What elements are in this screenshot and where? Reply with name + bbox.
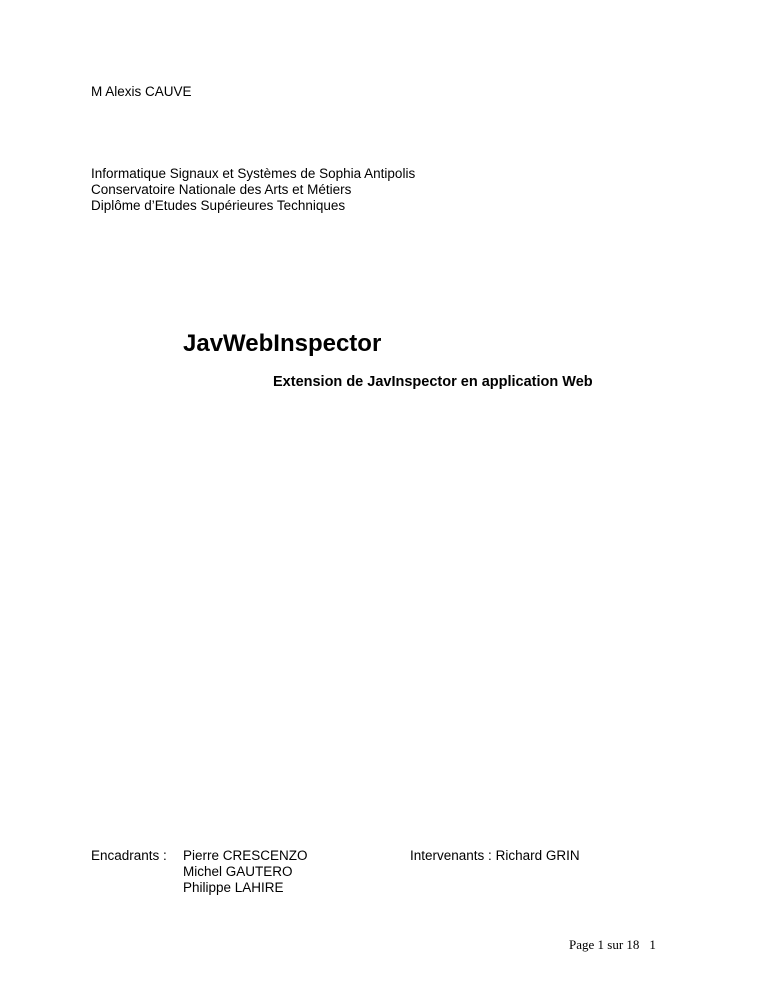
supervisor-name: Michel GAUTERO bbox=[183, 864, 293, 879]
speakers-label: Intervenants : bbox=[410, 848, 492, 863]
document-subtitle: Extension de JavInspector en application Web bbox=[273, 374, 593, 390]
institution-line: Conservatoire Nationale des Arts et Métiers bbox=[91, 182, 352, 197]
page-number: 1 bbox=[649, 937, 656, 952]
page-count-text: Page 1 sur 18 bbox=[569, 937, 640, 952]
supervisors-list bbox=[183, 848, 308, 896]
speakers-line bbox=[410, 848, 580, 864]
institution-block bbox=[91, 166, 415, 214]
supervisor-name: Pierre CRESCENZO bbox=[183, 848, 308, 863]
speaker-name: Richard GRIN bbox=[495, 848, 580, 863]
author-name: M Alexis CAUVE bbox=[91, 84, 192, 99]
document-title: JavWebInspector bbox=[183, 330, 382, 357]
supervisors-label: Encadrants : bbox=[91, 848, 167, 863]
institution-line: Informatique Signaux et Systèmes de Sophia Antipolis bbox=[91, 166, 416, 181]
page-footer bbox=[569, 937, 656, 953]
supervisor-name: Philippe LAHIRE bbox=[183, 880, 284, 895]
institution-line: Diplôme d’Etudes Supérieures Techniques bbox=[91, 198, 346, 213]
